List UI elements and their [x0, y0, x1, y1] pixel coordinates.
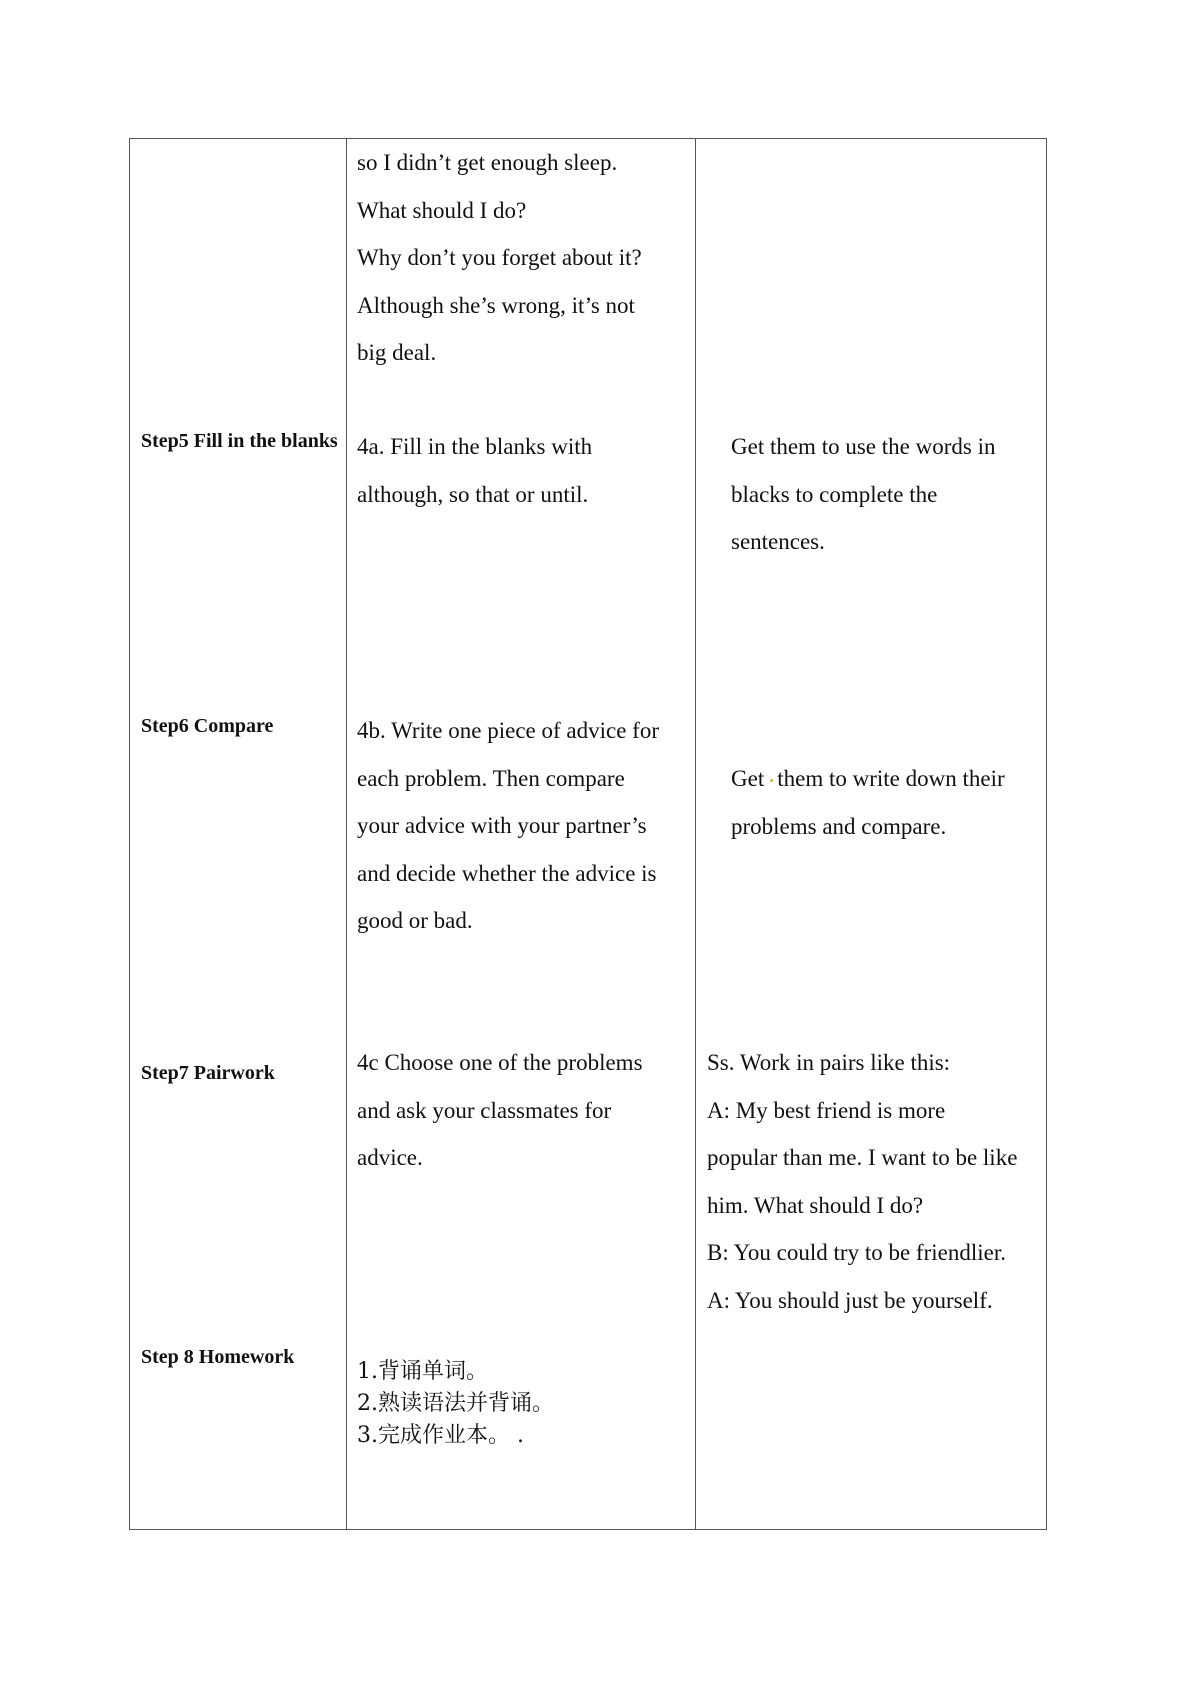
content-line: and ask your classmates for: [357, 1097, 612, 1123]
activity-line: [731, 755, 1005, 803]
speck-mark: [770, 779, 773, 782]
step7-activity: [707, 1039, 1017, 1324]
content-line: 2.熟读语法并背诵。: [357, 1391, 554, 1416]
step5-title: Step5 Fill in the blanks: [141, 430, 338, 452]
content-line: Why don’t you forget about it?: [357, 245, 642, 270]
activity-line: popular than me. I want to be like: [707, 1145, 1018, 1170]
column-divider-1: [346, 139, 347, 1529]
content-line: 3.完成作业本。 .: [357, 1423, 524, 1448]
activity-line: sentences.: [731, 529, 825, 554]
activity-line: Ss. Work in pairs like this:: [707, 1050, 951, 1075]
content-line: 4a. Fill in the blanks with: [357, 434, 593, 459]
activity-word: them to write down their: [777, 766, 1005, 791]
content-line: 1.背诵单词。: [357, 1359, 488, 1384]
step5-activity: [731, 423, 995, 566]
activity-line: blacks to complete the: [731, 481, 938, 507]
step7-title: Step7 Pairwork: [141, 1062, 275, 1084]
content-line: your advice with your partner’s: [357, 813, 647, 838]
content-line: 4c Choose one of the problems: [357, 1050, 643, 1075]
column-divider-2: [695, 139, 696, 1529]
step6-title: Step6 Compare: [141, 715, 274, 737]
activity-word: Get: [731, 766, 765, 791]
content-line: 4b. Write one piece of advice for: [357, 718, 659, 743]
content-line: good or bad.: [357, 908, 473, 933]
lesson-plan-table: [129, 138, 1047, 1530]
step6-activity: [731, 755, 1005, 850]
step6-content: [357, 707, 659, 945]
step8-title: Step 8 Homework: [141, 1346, 295, 1368]
activity-line: B: You could try to be friendlier.: [707, 1240, 1006, 1265]
content-line: each problem. Then compare: [357, 765, 625, 791]
step7-content: [357, 1039, 643, 1182]
step5-content: [357, 423, 592, 518]
content-line: so I didn’t get enough sleep.: [357, 150, 618, 175]
content-line: Although she’s wrong, it’s not: [357, 292, 635, 318]
step8-content: [357, 1356, 554, 1452]
content-line: advice.: [357, 1145, 423, 1170]
content-line: and decide whether the advice is: [357, 860, 657, 886]
activity-line: Get them to use the words in: [731, 434, 996, 459]
activity-line: problems and compare.: [731, 813, 947, 839]
content-line: big deal.: [357, 340, 437, 365]
continuation-content: [357, 139, 642, 377]
content-line: What should I do?: [357, 197, 527, 223]
activity-line: him. What should I do?: [707, 1192, 924, 1218]
content-line: although, so that or until.: [357, 481, 589, 507]
activity-line: A: My best friend is more: [707, 1097, 946, 1123]
activity-line: A: You should just be yourself.: [707, 1287, 993, 1313]
